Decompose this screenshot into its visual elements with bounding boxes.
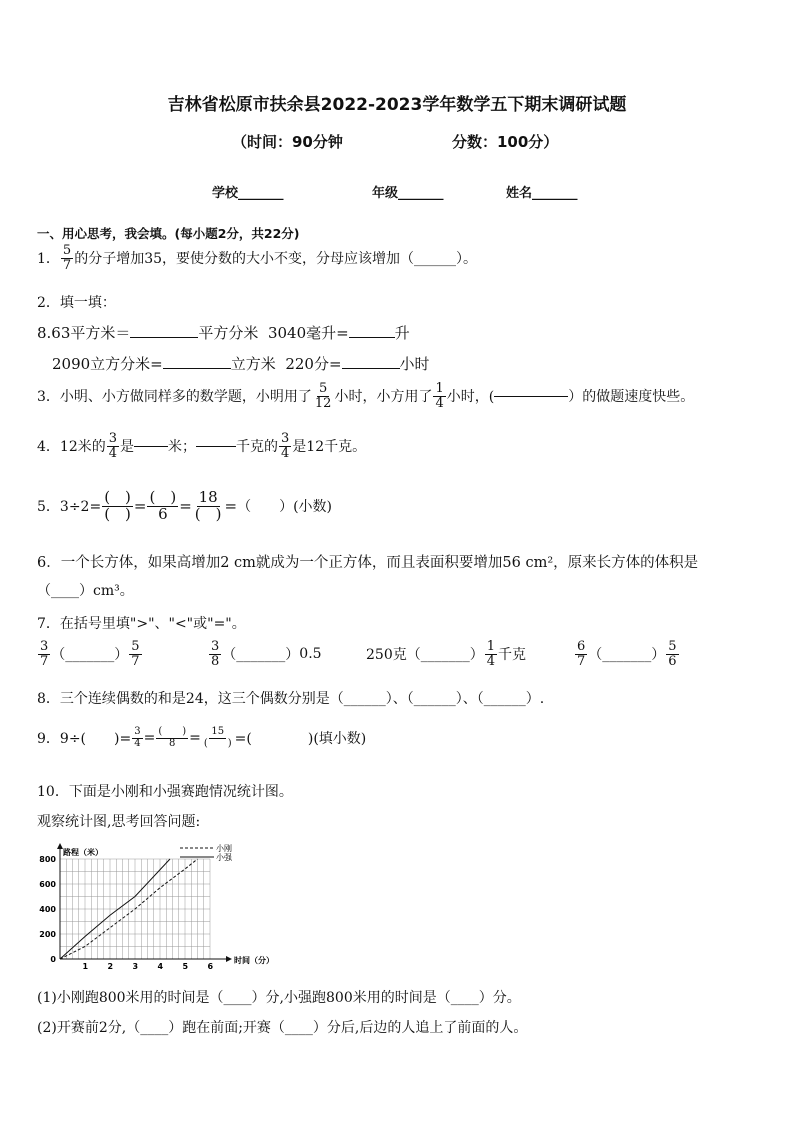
exam-time: （时间：90分钟 [232,133,343,151]
question-9: 9．9÷( )= $\frac{3}{4}$ = $\frac{( )}{8}$ = $\frac{15}{( )}$ =( )(填小数) [37,726,367,749]
y-tick-label: 200 [39,930,56,939]
y-tick-label: 800 [39,855,56,864]
question-10-2: (2)开赛前2分,（____）跑在前面;开赛（____）分后,后边的人追上了前面的人。 [37,1020,528,1036]
question-10-title: 10．下面是小刚和小强赛跑情况统计图。 [37,784,293,800]
question-10-1: (1)小刚跑800米用的时间是（____）分,小强跑800米用的时间是（____）分。 [37,990,521,1006]
question-6-line2: （____）cm³。 [37,583,134,599]
question-number: 1． [37,251,60,268]
question-5: 5．3÷2= $\frac{( )}{( )}$ = $\frac{( )}{6}$ = $\frac{18}{( )}$ = （ ）(小数) [37,488,333,523]
question-7-compare-1: $\frac{3}{7}$ （_______） $\frac{5}{7}$ [40,639,140,669]
x-axis-label: 时间（分） [234,956,274,965]
name-field: 姓名_______ [506,186,578,201]
race-chart [30,840,274,975]
question-text: 的分子增加35，要使分数的大小不变，分母应该增加（______）。 [74,251,478,268]
x-tick-label: 2 [107,962,114,971]
y-axis-label: 路程（米） [63,848,103,857]
grade-field: 年级_______ [372,186,444,201]
y-tick-label: 400 [39,905,56,914]
x-axis-arrow [226,956,232,962]
question-2-title: 2．填一填： [37,295,116,311]
x-tick-label: 1 [82,962,89,971]
y-tick-label: 0 [50,955,56,964]
x-tick-label: 5 [182,962,189,971]
question-8: 8．三个连续偶数的和是24，这三个偶数分别是（______）、（______）、（______）. [37,691,545,707]
exam-score: 分数：100分） [452,133,559,151]
question-2-row-b: 2090立方分米= 立方米 220分= 小时 [52,355,430,373]
fraction: $\frac{5}{7}$ [62,243,72,273]
question-6-line1: 6．一个长方体，如果高增加2 cm就成为一个正方体，而且表面积要增加56 cm²，原来长方体的体积是 [37,555,699,571]
question-7-compare-2: $\frac{3}{8}$ （_______） 0.5 [211,639,322,669]
question-7-compare-3: 250克 （_______） $\frac{1}{4}$ 千克 [366,639,527,669]
question-4: 4．12米的 $\frac{3}{4}$ 是 米； 千克的 $\frac{3}{4}$ 是12千克。 [37,431,367,461]
question-2-row-a: 8.63平方米＝ 平方分米 3040毫升= 升 [37,324,410,342]
question-3: 3．小明、小方做同样多的数学题，小明用了 $\frac{5}{12}$ 小时，小方用了 $\frac{1}{4}$ 小时，( ）的做题速度快些。 [37,381,695,411]
exam-title: 吉林省松原市扶余县2022-2023学年数学五下期末调研试题 [167,95,627,115]
question-1 [37,244,477,272]
question-7-compare-4: $\frac{6}{7}$ （_______） $\frac{5}{6}$ [577,639,677,669]
y-tick-label: 600 [39,880,56,889]
section-heading: 一、用心思考，我会填。(每小题2分，共22分) [37,226,300,241]
legend-label: 小强 [216,853,232,862]
question-10-subtitle: 观察统计图,思考回答问题: [37,814,201,830]
x-tick-label: 4 [157,962,164,971]
x-tick-label: 3 [132,962,139,971]
x-tick-label: 6 [207,962,214,971]
question-7-title: 7．在括号里填">"、"<"或"="。 [37,616,246,632]
school-field: 学校_______ [212,186,284,201]
legend-label: 小刚 [216,844,232,853]
